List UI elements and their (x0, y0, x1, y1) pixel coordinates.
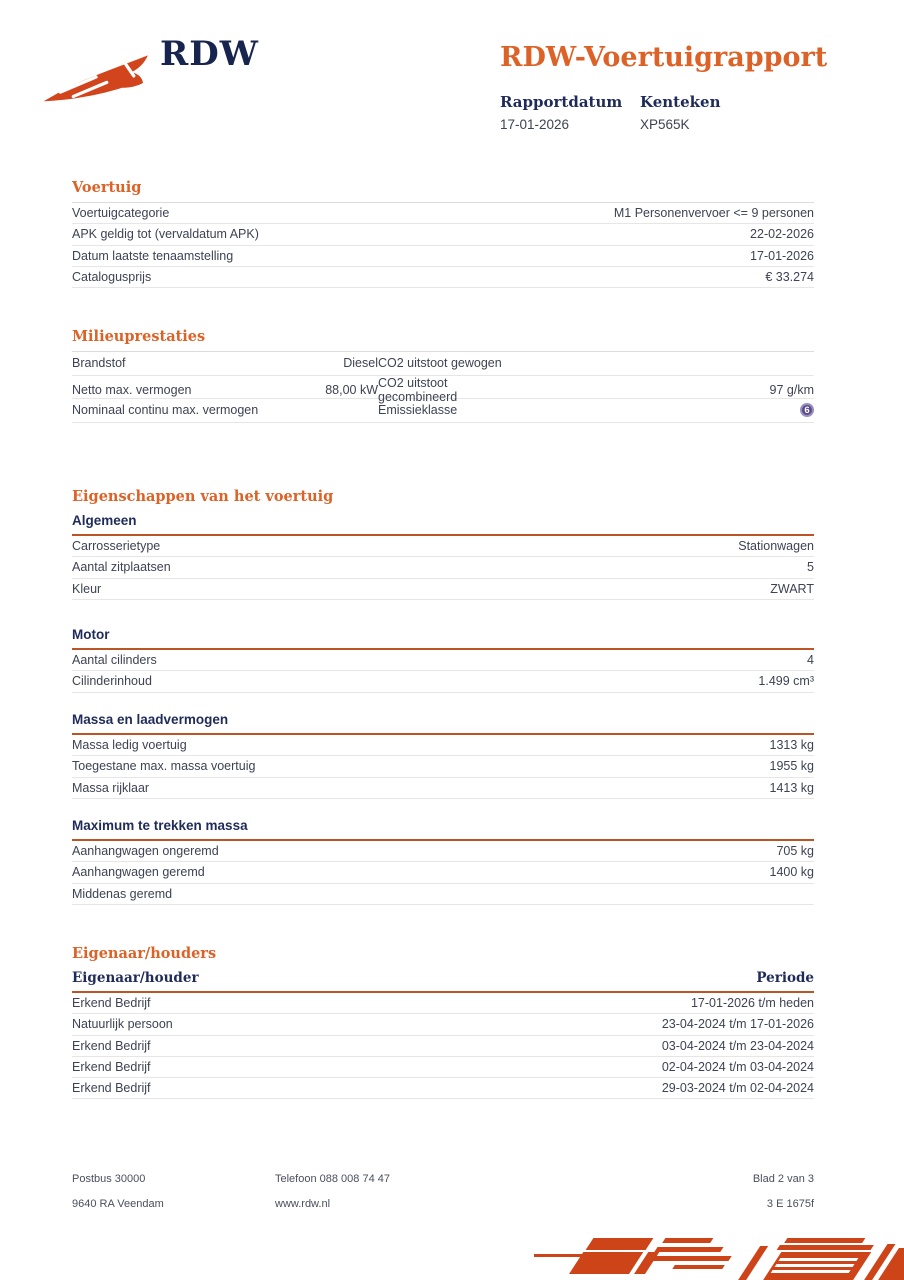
row-label: Massa rijklaar (72, 780, 150, 795)
owner-type: Erkend Bedrijf (72, 996, 151, 1011)
row-label: Catalogusprijs (72, 270, 152, 285)
row-label: Massa ledig voertuig (72, 738, 187, 753)
owners-table (72, 993, 814, 1099)
row-label: Aantal cilinders (72, 653, 157, 668)
owner-type: Erkend Bedrijf (72, 1060, 151, 1075)
page-title: RDW-Voertuigrapport (500, 42, 828, 73)
row-label: Brandstof (72, 356, 126, 371)
table-row (72, 778, 814, 799)
footer-page-number: Blad 2 van 3 (752, 1173, 814, 1185)
row-label: APK geldig tot (vervaldatum APK) (72, 227, 259, 242)
row-label: Netto max. vermogen (72, 382, 192, 397)
table-row (72, 756, 814, 777)
owner-type: Natuurlijk persoon (72, 1017, 173, 1032)
row-value: 1313 kg (769, 738, 814, 753)
footer-phone: Telefoon 088 008 74 47 (275, 1173, 390, 1185)
report-date-value: 17-01-2026 (500, 117, 570, 132)
column-header-period: Periode (756, 970, 814, 986)
owner-period: 23-04-2024 t/m 17-01-2026 (661, 1017, 814, 1032)
row-value: ZWART (770, 581, 814, 596)
table-row (72, 203, 814, 224)
emission-class-badge: 6 (800, 403, 814, 417)
row-label: CO2 uitstoot gecombineerd (378, 375, 458, 404)
row-value: 17-01-2026 (750, 248, 814, 263)
column-header-owner: Eigenaar/houder (72, 970, 199, 986)
owner-type: Erkend Bedrijf (72, 1081, 151, 1096)
row-value: 4 (807, 653, 814, 668)
feather-icon (42, 48, 150, 106)
table-row (72, 1014, 814, 1035)
row-label: Cilinderinhoud (72, 674, 152, 689)
row-value-group (680, 383, 814, 397)
row-value: 97 g/km (769, 382, 814, 397)
row-value: M1 Personenvervoer <= 9 personen (613, 206, 814, 221)
row-value-group (680, 403, 814, 417)
table-row (72, 579, 814, 600)
license-plate-block (640, 93, 720, 132)
table-row (72, 224, 814, 245)
owner-period: 02-04-2024 t/m 03-04-2024 (661, 1060, 814, 1075)
rdw-speed-stripes-art (524, 1234, 904, 1280)
section-massa (72, 712, 814, 799)
license-plate-value: XP565K (640, 117, 690, 132)
row-value: Stationwagen (738, 539, 814, 554)
section-milieuprestaties (72, 328, 814, 423)
row-label: Toegestane max. massa voertuig (72, 759, 256, 774)
table-row (72, 1078, 814, 1099)
row-label: Kleur (72, 581, 102, 596)
row-value: 5 (807, 560, 814, 575)
license-plate-label: Kenteken (640, 93, 721, 111)
table-row (72, 375, 814, 404)
owners-table-header (72, 964, 814, 993)
section-motor (72, 627, 814, 693)
table-row (72, 650, 814, 671)
row-label: Nominaal continu max. vermogen (72, 403, 259, 418)
section-heading-eigenschappen: Eigenschappen van het voertuig (72, 488, 334, 505)
row-label: CO2 uitstoot gewogen (378, 356, 502, 371)
row-value: 1400 kg (769, 865, 814, 880)
table-row (72, 557, 814, 578)
speed-stripes-icon (524, 1234, 904, 1280)
table-row (72, 267, 814, 288)
section-heading-eigenaren: Eigenaar/houders (72, 945, 217, 962)
row-label: Middenas geremd (72, 886, 173, 901)
footer-address-line2: 9640 RA Veendam (72, 1198, 164, 1210)
trekken-table (72, 841, 814, 905)
row-label: Emissieklasse (378, 403, 458, 418)
section-heading-milieuprestaties: Milieuprestaties (72, 328, 814, 352)
subsection-heading-motor: Motor (72, 627, 814, 650)
footer-website: www.rdw.nl (275, 1198, 331, 1210)
row-label: Carrosserietype (72, 539, 161, 554)
row-value: 1413 kg (769, 780, 814, 795)
massa-table (72, 735, 814, 799)
rdw-feather-logo (42, 48, 150, 111)
table-row (72, 536, 814, 557)
row-value: 705 kg (776, 844, 814, 859)
table-row (72, 671, 814, 692)
owner-type: Erkend Bedrijf (72, 1038, 151, 1053)
table-row (72, 841, 814, 862)
milieuprestaties-table (72, 352, 814, 423)
row-value: € 33.274 (765, 270, 814, 285)
table-row (72, 993, 814, 1014)
row-value: 1.499 cm³ (758, 674, 814, 689)
table-row (72, 884, 814, 905)
voertuig-table (72, 203, 814, 288)
section-heading-voertuig: Voertuig (72, 179, 814, 203)
table-row (72, 862, 814, 883)
row-value: 88,00 kW (325, 382, 378, 397)
page-footer (72, 1166, 814, 1210)
section-trekken (72, 818, 814, 905)
row-label: Aanhangwagen ongeremd (72, 844, 219, 859)
row-label: Aantal zitplaatsen (72, 560, 171, 575)
table-row (72, 246, 814, 267)
section-voertuig (72, 179, 814, 288)
row-value: 22-02-2026 (750, 227, 814, 242)
owner-period: 17-01-2026 t/m heden (690, 996, 814, 1011)
report-date-block (500, 93, 622, 132)
rdw-wordmark: RDW (160, 34, 259, 74)
row-label: Aanhangwagen geremd (72, 865, 205, 880)
table-row (72, 735, 814, 756)
table-row (72, 399, 814, 423)
table-row (72, 352, 814, 376)
subsection-heading-massa: Massa en laadvermogen (72, 712, 814, 735)
row-label: Datum laatste tenaamstelling (72, 248, 234, 263)
owner-period: 03-04-2024 t/m 23-04-2024 (661, 1038, 814, 1053)
owner-period: 29-03-2024 t/m 02-04-2024 (661, 1081, 814, 1096)
row-label: Voertuigcategorie (72, 206, 170, 221)
table-row (72, 1057, 814, 1078)
row-value: 1955 kg (769, 759, 814, 774)
report-date-label: Rapportdatum (500, 93, 623, 111)
footer-address-line1: Postbus 30000 (72, 1173, 146, 1185)
table-row (72, 1036, 814, 1057)
motor-table (72, 650, 814, 693)
subsection-heading-trekken: Maximum te trekken massa (72, 818, 814, 841)
algemeen-table (72, 536, 814, 600)
section-eigenschappen (72, 488, 814, 600)
section-eigenaren (72, 945, 814, 1099)
subsection-heading-algemeen: Algemeen (72, 507, 814, 536)
footer-doc-code: 3 E 1675f (766, 1198, 814, 1210)
row-value: Diesel (343, 356, 378, 371)
